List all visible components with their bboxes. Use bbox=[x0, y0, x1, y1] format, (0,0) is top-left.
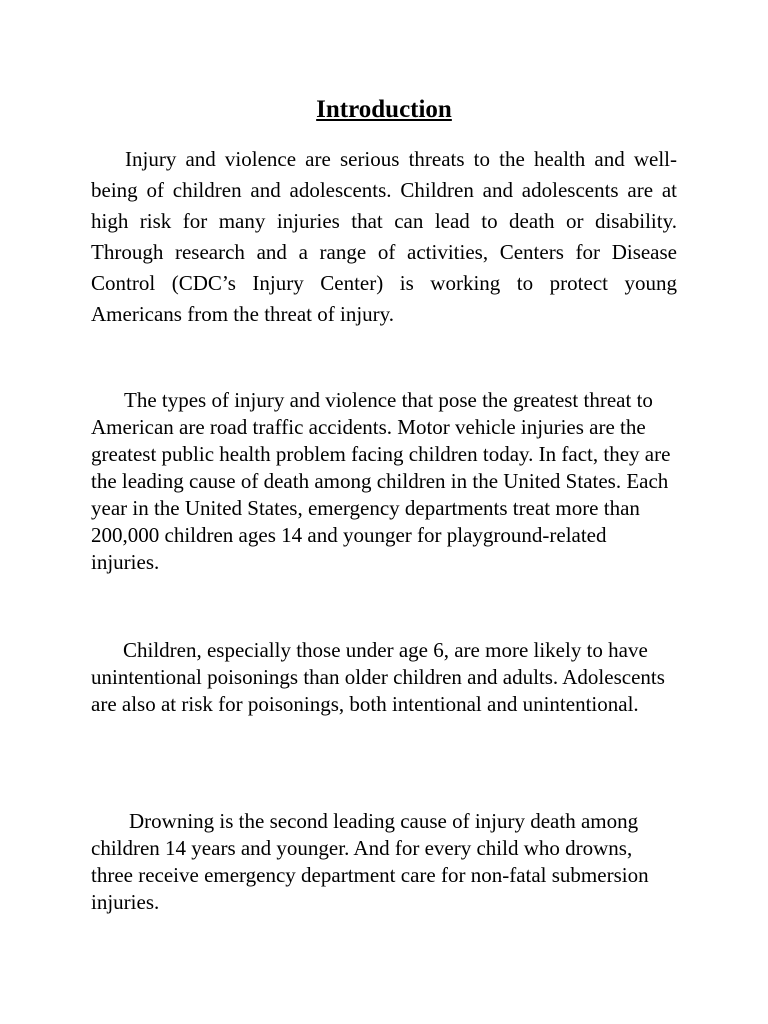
document-title: Introduction bbox=[316, 96, 452, 123]
paragraph-intro: Injury and violence are serious threats to the health and well-being of children and adolescents. Children and adolescents are at high risk for many injuries that can lead to death or disability. Through research and a range of activities, Centers for Disease Control (CDC’s Injury Center) is working to protect young Americans from the threat of injury. bbox=[91, 147, 677, 326]
paragraph-drowning: Drowning is the second leading cause of injury death among children 14 years and younger. And for every child who drowns, three receive emergency department care for non-fatal submersion injuries. bbox=[91, 809, 649, 914]
paragraph-poisonings: Children, especially those under age 6, are more likely to have unintentional poisonings than older children and adults. Adolescents are also at risk for poisonings, both intentional and unintentional. bbox=[91, 638, 665, 716]
paragraph-road-traffic: The types of injury and violence that pose the greatest threat to American are road traffic accidents. Motor vehicle injuries are the greatest public health problem facing children today. In fact, they are the leading cause of death among children in the United States. Each year in the United States, emergency departments treat more than 200,000 children ages 14 and younger for playground-related injuries. bbox=[91, 388, 671, 574]
